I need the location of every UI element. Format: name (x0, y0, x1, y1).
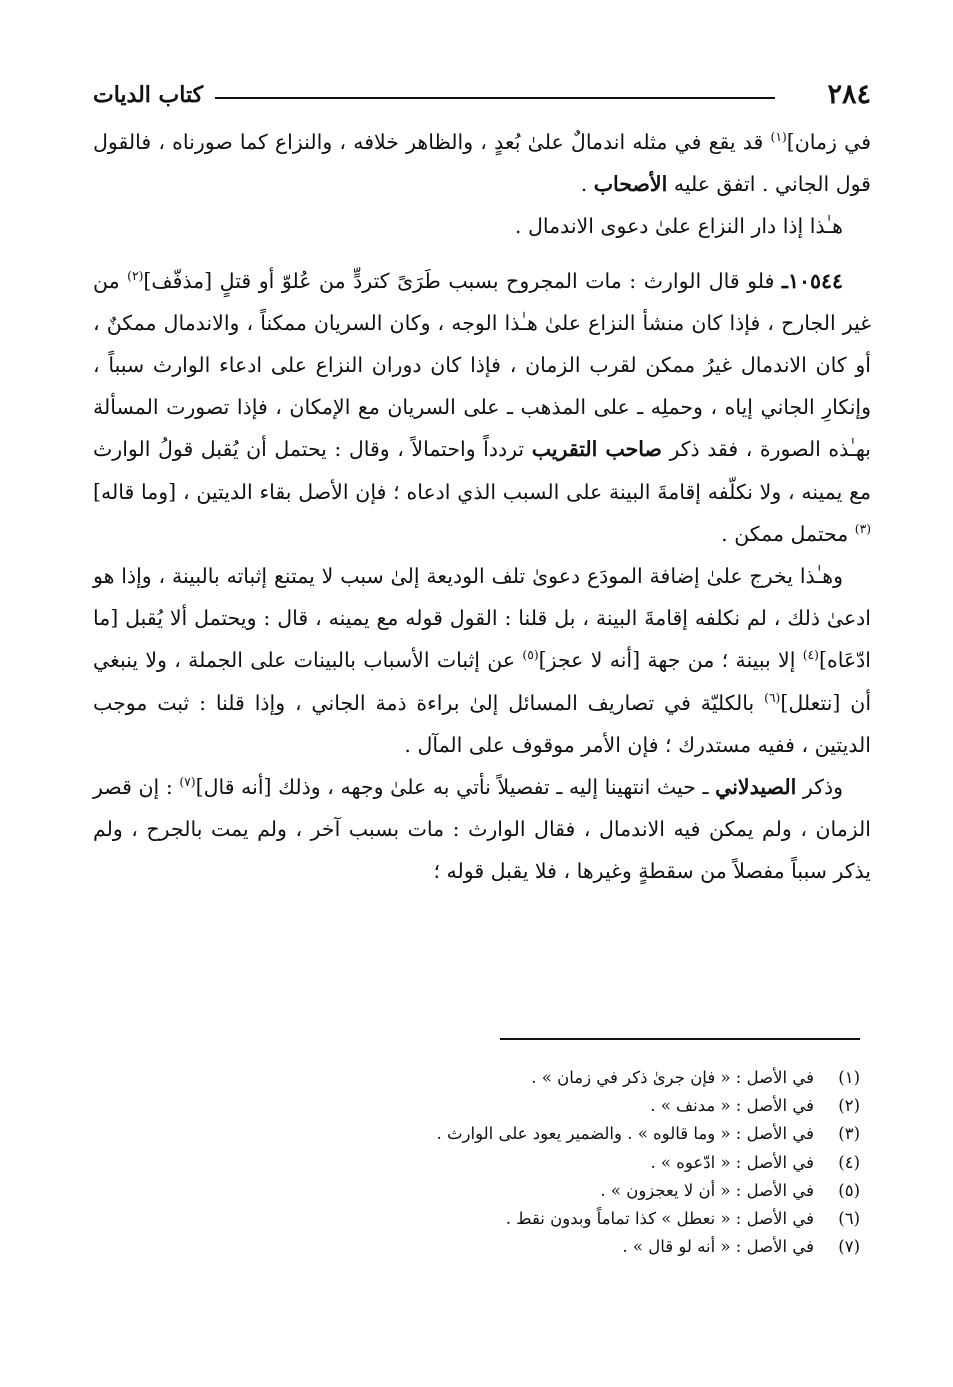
paragraph-4 (93, 555, 871, 766)
footnote-ref-3: (٣) (854, 522, 871, 536)
footnote-separator (500, 1038, 860, 1040)
footnote-text: في الأصل : « أن لا يعجزون » . (600, 1180, 814, 1200)
main-text (93, 121, 871, 893)
footnote-item (82, 1064, 860, 1092)
text-run: عن إثبات الأسباب بالبينات على الجملة ، ولا ينبغي أن [نتعلل] (93, 648, 872, 715)
text-run: محتمل ممكن . (721, 521, 855, 546)
page-number: ٢٨٤ (827, 79, 871, 110)
paragraph-2: هـٰذا إذا دار النزاع علىٰ دعوى الاندمال . (514, 214, 843, 239)
footnote-text: في الأصل : « ادّعوه » . (650, 1152, 814, 1172)
footnote-text: في الأصل : « نعطل » كذا تماماً وبدون نقط . (505, 1209, 814, 1229)
footnote-ref-1: (١) (770, 130, 787, 145)
text-run: من غير الجارح ، فإذا كان منشأ النزاع علىٰ هـٰذا الوجه ، وكان السريان ممكناً ، والاندمال ممكنٌ ، أو كان الاندمال غيرُ ممكن لقرب الزمان ، فإذا كان دوران النزاع على ادعاء الوارث سبباً ، وإنكارِ الجاني إياه ، وحملِه ـ على المذهب ـ على السريان مع الإمكان ، فإذا تصورت المسألة بهـٰذه الصورة ، فقد ذكر (93, 268, 871, 462)
footnote-item (82, 1233, 860, 1261)
text-run: قد يقع في مثله اندمالٌ علىٰ بُعدٍ ، والظاهر خلافه ، والنزاع كما صورناه ، فالقول قول الجاني . اتفق عليه (93, 130, 871, 197)
text-run: إلا ببينة ؛ من جهة [أنه لا عجز] (538, 648, 803, 673)
text-run: : إن قصر الزمان ، ولم يمكن فيه الاندمال ، فقال الوارث : مات بسبب آخر ، ولم يمت بالجرح ، ولم يذكر سبباً مفصلاً من سقطةٍ وغيرها ، فلا يقبل قوله ؛ (93, 775, 871, 884)
text-run: وهـٰذا يخرج علىٰ إضافة المودَع دعوىٰ تلف الوديعة إلىٰ سبب لا يمتنع إثباته بالبينة ، وإذا هو ادعىٰ ذلك ، لم نكلفه إقامةَ البينة ، بل قلنا : القول قوله مع يمينه ، قال : ويحتمل ألا يُقبل [ما ادّعَاه] (93, 564, 871, 673)
footnote-text: في الأصل : « مدنف » . (650, 1096, 814, 1116)
footnote-text: في الأصل : « أنه لو قال » . (622, 1237, 814, 1257)
header-rule (215, 97, 775, 99)
text-run: وذكر (796, 775, 843, 800)
running-header (93, 75, 871, 115)
footnote-number: (٧) (838, 1237, 860, 1257)
text-run: تردداً واحتمالاً ، وقال : يحتمل أن يُقبل قولُ الوارث مع يمينه ، ولا نكلّفه إقامةَ البينة على السبب الذي ادعاه ؛ فإن الأصل بقاء الديتين ، [وما قاله] (93, 437, 871, 504)
footnote-item (82, 1120, 860, 1148)
footnote-item (82, 1205, 860, 1233)
footnote-number: (١) (838, 1068, 860, 1087)
footnote-ref-7: (٧) (179, 775, 196, 790)
bold-term: صاحب التقريب (531, 437, 662, 462)
footnote-ref-2: (٢) (127, 268, 144, 283)
text-run: . (580, 172, 594, 197)
paragraph-5 (93, 766, 871, 893)
text-run: فلو قال الوارث : مات المجروح بسبب طَرَىً كتردٍّ من عُلوّ أو قتلٍ [مذفّف] (143, 268, 782, 293)
footnotes-list (82, 1064, 860, 1261)
bold-term: الأصحاب (593, 172, 668, 197)
footnote-number: (٣) (838, 1124, 860, 1144)
footnote-text: في الأصل : « فإن جرىٰ ذكر في زمان » . (531, 1068, 814, 1087)
book-title: كتاب الديات (93, 82, 204, 108)
paragraph-1 (93, 121, 871, 205)
footnote-number: (٢) (838, 1096, 860, 1116)
footnote-item (82, 1149, 860, 1177)
footnote-item (82, 1092, 860, 1120)
footnote-ref-4: (٤) (802, 648, 819, 663)
paragraph-3 (93, 260, 871, 555)
text-run: في زمان] (786, 130, 871, 154)
footnote-text: في الأصل : « وما قالوه » . والضمير يعود على الوارث . (436, 1124, 814, 1144)
footnote-item (82, 1177, 860, 1205)
footnote-number: (٤) (838, 1152, 860, 1172)
text-run: ـ حيث انتهينا إليه ـ تفصيلاً نأتي به علىٰ وجهه ، وذلك [أنه قال] (195, 775, 716, 800)
issue-number: ١٠٥٤٤ـ (781, 268, 843, 293)
footnote-ref-5: (٥) (522, 648, 539, 663)
bold-term: الصيدلاني (715, 775, 797, 800)
footnote-number: (٥) (838, 1180, 860, 1200)
footnote-ref-6: (٦) (764, 690, 781, 705)
footnote-number: (٦) (838, 1209, 860, 1229)
text-run: بالكليّة في تصاريف المسائل إلىٰ براءة ذمة الجاني ، وإذا قلنا : ثبت موجب الديتين ، ففيه مستدرك ؛ فإن الأمر موقوف على المآل . (93, 690, 871, 757)
